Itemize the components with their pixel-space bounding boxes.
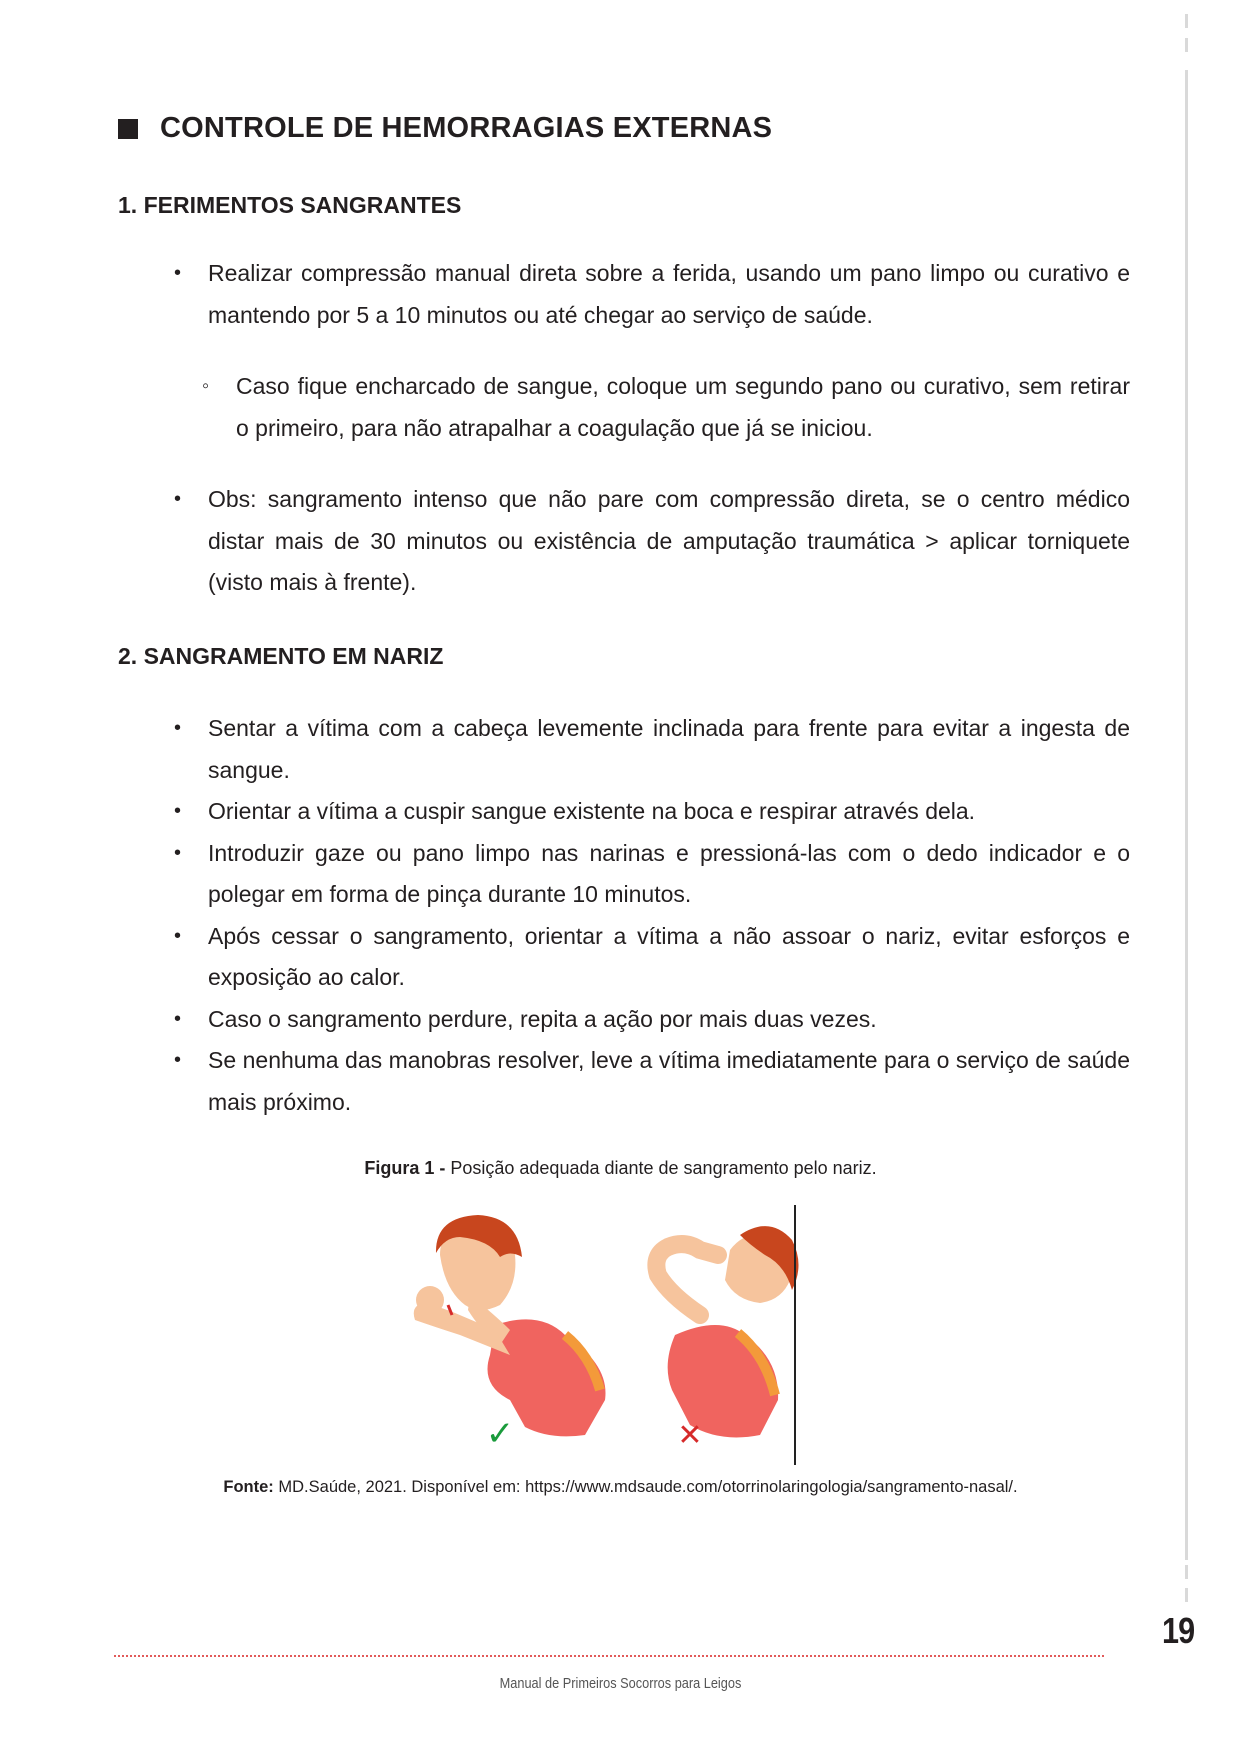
list-item: • Após cessar o sangramento, orientar a vítima a não assoar o nariz, evitar esforços e exposição ao calor. [172, 916, 1130, 999]
square-icon [118, 119, 138, 139]
list-item: • Orientar a vítima a cuspir sangue existente na boca e respirar através dela. [172, 791, 1130, 833]
margin-line [1185, 70, 1188, 1560]
list-item: • Sentar a vítima com a cabeça levemente inclinada para frente para evitar a ingesta de sangue. [172, 708, 1130, 791]
section-1-heading: 1. FERIMENTOS SANGRANTES [118, 192, 462, 218]
source-label: Fonte: [223, 1478, 274, 1496]
section-1-list [172, 253, 1130, 604]
nosebleed-illustration [400, 1195, 850, 1465]
list-item: • Caso o sangramento perdure, repita a ação por mais duas vezes. [172, 999, 1130, 1041]
figure-caption [0, 1158, 1241, 1179]
source-text: MD.Saúde, 2021. Disponível em: https://www.mdsaude.com/otorrinolaringologia/sangramento-nasal/. [278, 1478, 1018, 1496]
margin-dash [1185, 1588, 1188, 1602]
list-item: • Realizar compressão manual direta sobre a ferida, usando um pano limpo ou curativo e mantendo por 5 a 10 minutos ou até chegar ao serviço de saúde. [172, 253, 1130, 336]
page-title [118, 112, 772, 145]
list-item: • Introduzir gaze ou pano limpo nas narinas e pressioná-las com o dedo indicador e o polegar em forma de pinça durante 10 minutos. [172, 833, 1130, 916]
margin-dash [1185, 14, 1188, 28]
sub-list-item: ◦ Caso fique encharcado de sangue, coloque um segundo pano ou curativo, sem retirar o primeiro, para não atrapalhar a coagulação que já se iniciou. [172, 366, 1130, 449]
margin-dash [1185, 38, 1188, 52]
section-2-list [172, 708, 1130, 1123]
footer-divider [114, 1655, 1104, 1657]
check-icon: ✓ [485, 1415, 515, 1453]
page-title-text: CONTROLE DE HEMORRAGIAS EXTERNAS [160, 112, 773, 144]
figure-label: Figura 1 - [364, 1158, 446, 1178]
section-2-heading: 2. SANGRAMENTO EM NARIZ [118, 643, 444, 669]
figure-caption-text: Posição adequada diante de sangramento pelo nariz. [450, 1158, 877, 1178]
footer-text: Manual de Primeiros Socorros para Leigos [499, 1675, 742, 1692]
correct-position-figure [414, 1215, 606, 1436]
cross-icon: ✕ [677, 1419, 703, 1452]
figure-source [0, 1478, 1241, 1497]
page-number: 19 [1162, 1610, 1195, 1651]
margin-dash [1185, 1565, 1188, 1579]
list-item: • Se nenhuma das manobras resolver, leve a vítima imediatamente para o serviço de saúde mais próximo. [172, 1040, 1130, 1123]
list-item: • Obs: sangramento intenso que não pare com compressão direta, se o centro médico distar mais de 30 minutos ou existência de amputação traumática > aplicar torniquete (visto mais à frente). [172, 479, 1130, 604]
